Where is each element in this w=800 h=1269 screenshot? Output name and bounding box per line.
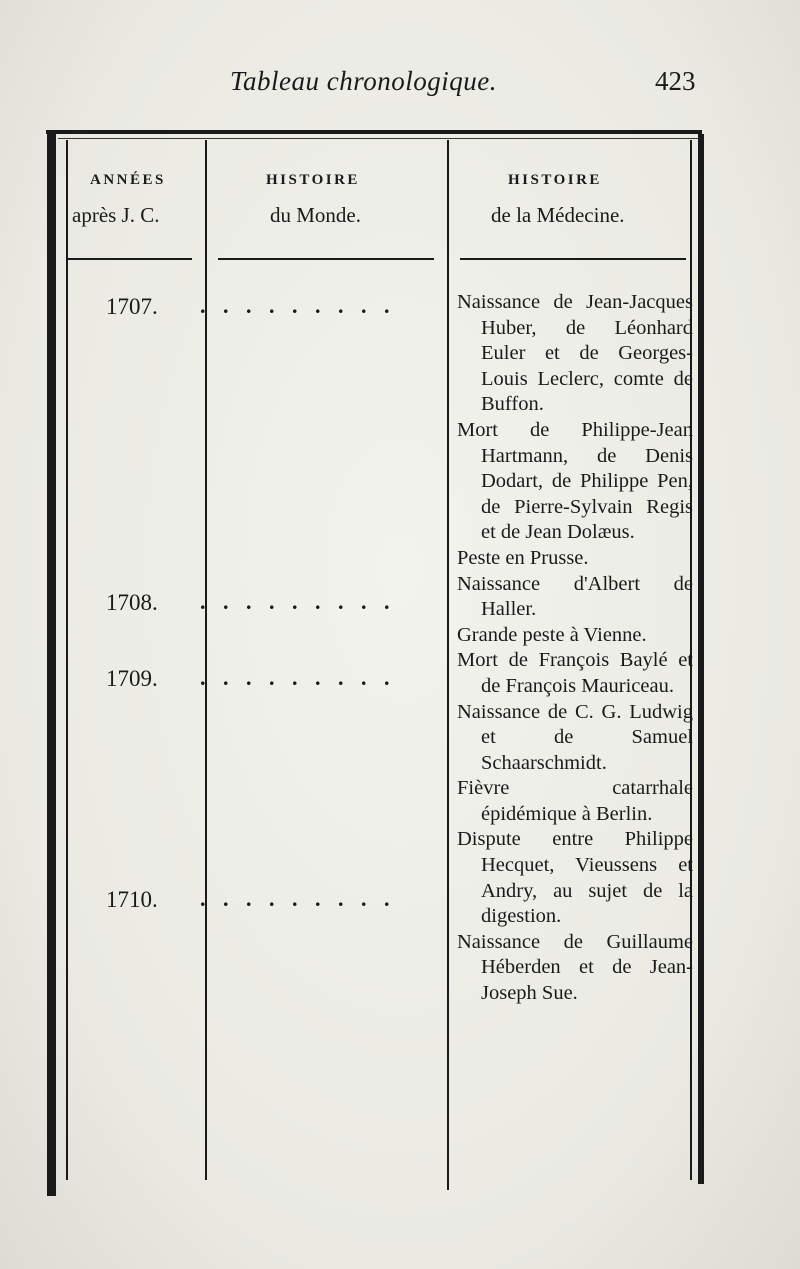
column-subheader-medicine: de la Médecine.: [491, 203, 625, 227]
world-history-leader-1707: . . . . . . . . .: [200, 293, 396, 318]
table-left-inner-border: [66, 140, 68, 1180]
column-header-years: ANNÉES: [90, 172, 166, 188]
medicine-entry: Grande peste à Vienne.: [457, 623, 647, 646]
medicine-entry: Naissance de C. G. Ludwig et de Samuel Schaarschmidt.: [457, 700, 693, 774]
medicine-entry: Fièvre catarrhale épidémique à Berlin.: [457, 777, 693, 825]
medicine-entry: Naissance de Guillaume Héberden et de Jean-Joseph Sue.: [457, 930, 693, 1005]
table-left-border: [47, 130, 56, 1196]
column-header-medicine: HISTOIRE: [508, 172, 602, 188]
world-history-leader-1709: . . . . . . . . .: [200, 665, 396, 690]
year-1707: 1707.: [106, 294, 158, 319]
year-1709: 1709.: [106, 666, 158, 691]
medicine-entry: Dispute entre Philippe Hecquet, Vieussens et Andry, au sujet de la digestion.: [457, 828, 693, 928]
world-history-leader-1708: . . . . . . . . .: [200, 589, 396, 614]
column-header-world: HISTOIRE: [266, 172, 360, 188]
medicine-entry: Mort de Philippe-Jean Hartmann, de Denis Dodart, de Philippe Pen, de Pierre-Sylvain Regis et de Jean Dolæus.: [457, 418, 693, 544]
page-number: 423: [655, 66, 696, 96]
medicine-entry: Naissance de Jean-Jacques Huber, de Léonhard Euler et de Georges-Louis Leclerc, comte de Buffon.: [457, 291, 693, 416]
header-rule-years: [68, 258, 192, 260]
column-divider-2: [447, 140, 449, 1190]
medicine-history-column: [457, 290, 693, 1007]
world-history-leader-1710: . . . . . . . . .: [200, 886, 396, 911]
header-rule-medicine: [460, 258, 686, 260]
header-rule-world: [218, 258, 434, 260]
medicine-entry: Mort de François Baylé et de François Mauriceau.: [457, 649, 693, 697]
running-title: Tableau chronologique.: [230, 66, 497, 96]
table-right-border: [698, 134, 704, 1184]
year-1708: 1708.: [106, 590, 158, 615]
year-1710: 1710.: [106, 887, 158, 912]
column-subheader-world: du Monde.: [270, 203, 361, 227]
table-top-rule: [46, 130, 702, 134]
table-top-rule-thin: [58, 138, 698, 139]
medicine-entry: Peste en Prusse.: [457, 546, 589, 569]
medicine-entry: Naissance d'Albert de Haller.: [457, 572, 693, 621]
column-subheader-years: après J. C.: [72, 203, 160, 227]
